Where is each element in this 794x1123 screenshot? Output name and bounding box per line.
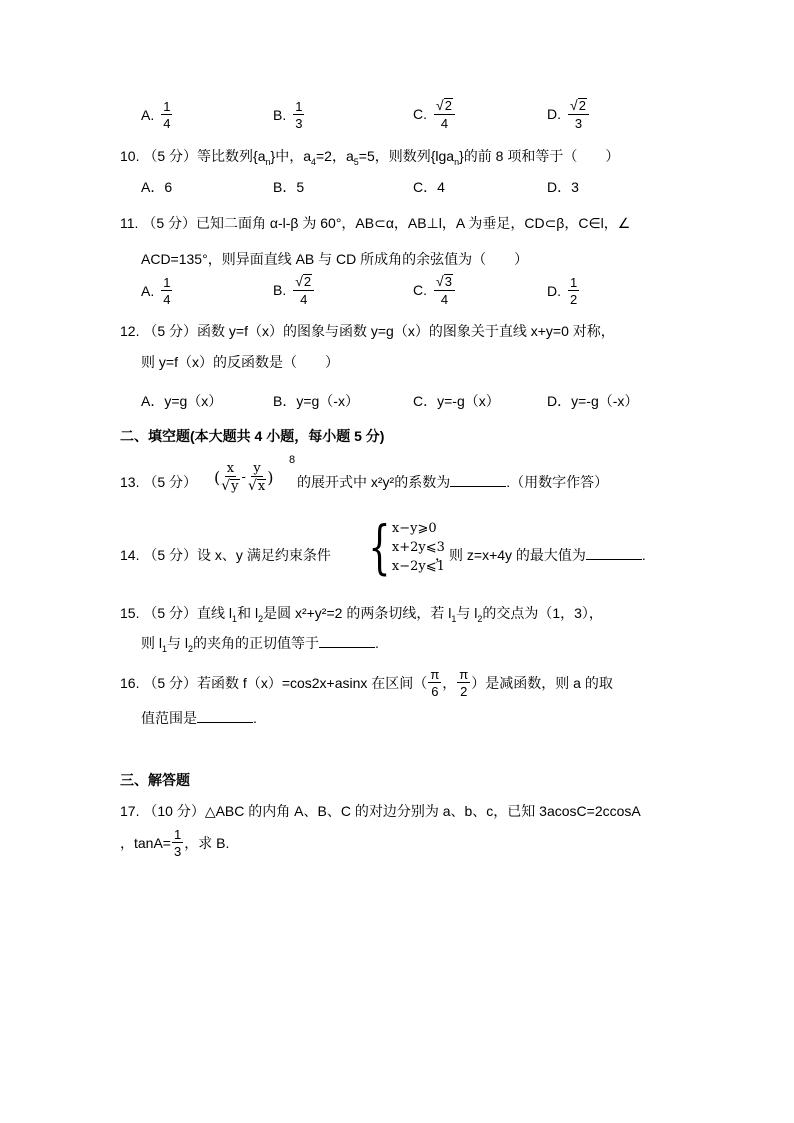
q11-option-d: D. $\frac{1}{2}$ — [547, 275, 578, 307]
option-label: B. — [273, 107, 287, 123]
question-17: 17. （10 分）△ABC 的内角 A、B、C 的对边分别为 a、b、c，已知 3acosC=2ccosA — [120, 803, 641, 819]
q9-option-c — [413, 98, 456, 130]
sqrt: √ 2 — [295, 273, 312, 289]
fraction: $\frac{\pi}{2}$ — [459, 667, 469, 699]
fraction: x √ y — [221, 461, 239, 494]
constraint-1: x−y⩾0 — [391, 520, 437, 536]
option-label: C. — [413, 105, 427, 122]
question-16-line2: 值范围是 . — [141, 710, 257, 726]
fraction: √ 2 4 — [293, 274, 314, 306]
question-12: 12. （5 分）函数 y=f（x）的图象与函数 y=g（x）的图象关于直线 x+y=0 对称， — [120, 323, 615, 339]
answer-blank[interactable] — [586, 547, 642, 560]
question-15: 15. （5 分）直线 $l_1$和 $l_2$是圆 x²+y²=2 的两条切线，若 $l_1$与 $l_2$的交点为（1，3）， — [120, 605, 603, 624]
fraction: $\frac{\pi}{6}$ — [430, 667, 440, 699]
section-heading: 三、解答题 — [120, 772, 190, 788]
fraction: y √ x — [247, 461, 266, 494]
question-12-line2: 则 y=f（x）的反函数是（ ） — [141, 354, 339, 370]
constraint-system — [361, 513, 445, 581]
q10-option-b: B．5 — [273, 179, 305, 195]
constraint-3: x−2y⩽1 — [391, 558, 445, 574]
sqrt: √ 2 — [436, 97, 452, 113]
fraction: √ 3 4 — [434, 274, 455, 306]
question-11-line2: ACD=135°，则异面直线 AB 与 CD 所成角的余弦值为（ ） — [141, 251, 529, 267]
question-14: 14. （5 分）设 x、y 满足约束条件 — [120, 547, 331, 563]
q11-option-b: B. √ 2 4 — [273, 274, 315, 306]
question-16: 16. （5 分）若函数 f（x）=cos2x+asinx 在区间（ $\frac{\pi}{6}$ ， $\frac{\pi}{2}$ ）是减函数，则 a 的取 — [120, 667, 613, 699]
q10-option-c: C．4 — [413, 179, 445, 195]
fraction: $\frac{1}{3}$ — [173, 827, 182, 859]
q11-option-a: A. $\frac{1}{4}$ — [141, 275, 171, 307]
left-brace: { — [368, 513, 391, 581]
q12-option-b: B．y=g（-x） — [273, 393, 359, 409]
answer-blank[interactable] — [319, 635, 375, 648]
q12-option-d: D．y=-g（-x） — [547, 393, 639, 409]
q9-option-a — [141, 100, 173, 130]
sqrt: √ x — [247, 478, 266, 494]
answer-blank[interactable] — [197, 710, 253, 723]
option-label: D. — [547, 105, 561, 122]
question-14-tail: ，则 z=x+4y 的最大值为 . — [435, 547, 646, 563]
section-heading: 二、填空题(本大题共 4 小题，每小题 5 分) — [120, 428, 385, 444]
question-13-number: 13. （5 分） — [120, 474, 198, 490]
q12-option-a: A．y=g（x） — [141, 393, 223, 409]
question-15-line2: 则 $l_1$与 $l_2$的夹角的正切值等于 . — [141, 635, 379, 654]
q10-option-a: A．6 — [141, 179, 173, 195]
option-label: A. — [141, 107, 155, 123]
answer-blank[interactable] — [450, 474, 506, 487]
fraction: √ 2 3 — [568, 98, 589, 130]
fraction: $\frac{1}{4}$ — [163, 275, 171, 307]
question-13-text: 的展开式中 x²y²的系数为 .（用数字作答） — [297, 474, 609, 490]
question-11: 11. （5 分）已知二面角 α-l-β 为 60°，AB⊂α，AB⊥l，A 为垂足，CD⊂β，C∈l，∠ — [120, 215, 631, 231]
question-number: 12. — [120, 323, 140, 339]
question-number: 11. — [120, 215, 139, 231]
exponent: 8 — [289, 454, 296, 466]
binomial-expression: ( x √ y - y √ x ) — [214, 461, 274, 494]
question-10: 10. （5 分）等比数列$\{a_n\}$中，$a_4=2$，$a_5=5$，则数列{lga$_n$}的前 8 项和等于（ ） — [120, 148, 620, 167]
sqrt: √ 3 — [436, 273, 452, 289]
constraint-2: x+2y⩽3 — [391, 539, 445, 555]
q12-option-c: C．y=-g（x） — [413, 393, 500, 409]
fraction: $\frac{1}{2}$ — [570, 275, 578, 307]
q10-option-d: D．3 — [547, 179, 579, 195]
question-17-line2: ，tanA= $\frac{1}{3}$ ，求 B. — [120, 827, 230, 859]
fraction: $\frac{1}{4}$ — [163, 99, 171, 131]
q9-option-d — [547, 98, 590, 130]
sqrt: √ 2 — [570, 97, 586, 113]
fraction: $\frac{1}{3}$ — [295, 99, 303, 131]
question-number: 10. — [120, 148, 140, 164]
q11-option-c: C. √ 3 4 — [413, 274, 456, 306]
fraction: √ 2 4 — [434, 98, 455, 130]
sqrt: √ y — [221, 478, 239, 494]
q9-option-b — [273, 100, 305, 130]
